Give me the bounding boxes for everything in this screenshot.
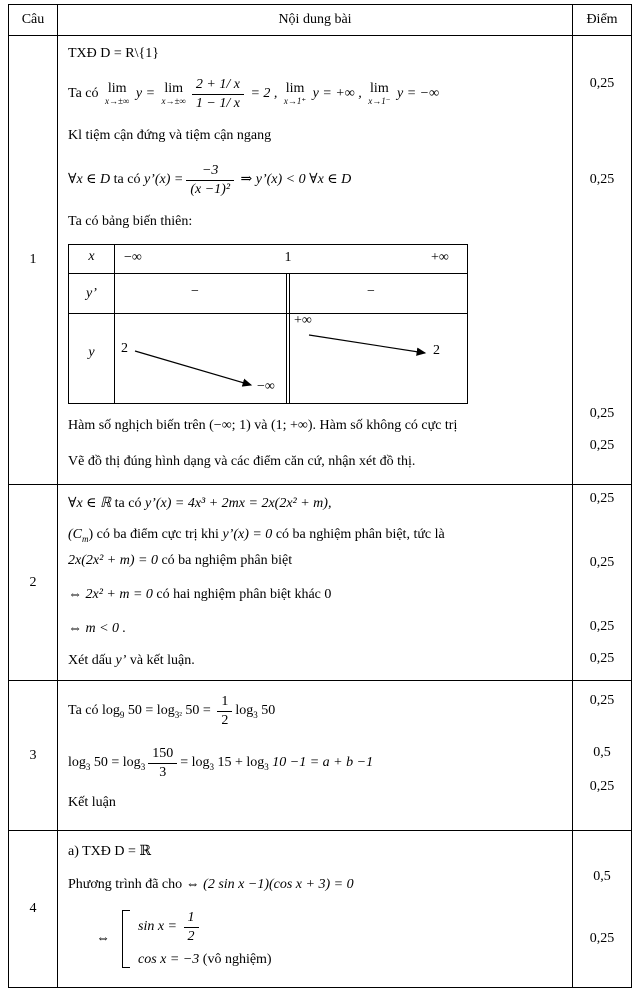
points-value: 0,25 <box>589 779 615 794</box>
limit-subscript: x→1⁺ <box>283 96 307 106</box>
bbt-y-left-value: 2 <box>121 341 128 356</box>
limit-operator: lim <box>107 81 127 96</box>
math-text: ∀x ∈ ℝ <box>68 496 112 511</box>
question-2-content <box>58 485 573 680</box>
line-equation-transform <box>68 877 564 897</box>
math-text: ∀x ∈ D <box>68 172 111 188</box>
fraction-denominator: 2 <box>221 712 229 728</box>
math-text: ⇔ m < 0 . <box>68 621 127 636</box>
text: 50 = log <box>90 755 141 771</box>
bbt-x-minf: −∞ <box>124 250 142 265</box>
fraction-denominator: (x −1)² <box>190 181 231 197</box>
fraction <box>217 693 232 729</box>
text: Ta có bảng biến thiên: <box>68 214 193 229</box>
limit-subscript: x→±∞ <box>161 96 186 106</box>
decreasing-arrow-right <box>309 335 425 353</box>
text: có ba nghiệm phân biệt <box>157 553 293 568</box>
text: có ba nghiệm phân biệt, tức là <box>272 527 445 542</box>
line-limits <box>68 76 564 112</box>
fraction-numerator: 2 + 1/ x <box>192 76 244 95</box>
points-value: 0,5 <box>593 745 611 760</box>
line-derivative-q2 <box>68 495 564 515</box>
cases-list <box>138 909 272 968</box>
text: 50 = log <box>124 703 175 719</box>
cases-bracket <box>122 910 130 968</box>
table-header <box>9 5 631 36</box>
math-text: ⇒ y’(x) < 0 ∀x ∈ D <box>237 172 352 188</box>
text: Kl tiệm cận đứng và tiệm cận ngang <box>68 128 272 143</box>
math-text: y’(x) = 4x³ + 2mx = 2x(2x² + m), <box>144 496 332 511</box>
bbt-y-right-value: 2 <box>433 343 440 358</box>
header-noi-dung: Nội dung bài <box>58 5 573 35</box>
points-value: 0,5 <box>593 869 611 884</box>
log-base: 3 <box>85 762 91 773</box>
case-sin <box>138 909 272 945</box>
fraction-numerator: 150 <box>148 745 177 764</box>
math-text: 2x(2x² + m) = 0 <box>68 553 158 568</box>
limit-block <box>368 82 390 106</box>
text: TXĐ D = R\{1} <box>68 46 159 61</box>
limit-subscript: x→±∞ <box>105 96 130 106</box>
fraction-numerator: −3 <box>186 162 234 181</box>
line-variation-caption <box>68 214 564 234</box>
line-domain <box>68 46 564 66</box>
math-text: 10 −1 = a + b −1 <box>268 755 374 771</box>
question-4-number: 4 <box>9 831 58 987</box>
math-text: y = +∞ , <box>309 86 366 102</box>
line-equivalent-condition <box>68 587 564 607</box>
row-question-4 <box>9 831 631 987</box>
text: ta có <box>110 172 144 188</box>
row-question-2 <box>9 485 631 681</box>
question-2-points <box>573 485 631 680</box>
subscript: m <box>82 533 89 544</box>
fraction <box>192 76 244 112</box>
math-text: cos x = −3 <box>138 952 203 967</box>
text: Ta có <box>68 86 103 102</box>
log-base: 3 <box>253 710 258 721</box>
line-domain-q4 <box>68 843 564 863</box>
question-2-number: 2 <box>9 485 58 680</box>
text: a) TXĐ D = ℝ <box>68 844 152 859</box>
math-text: = 2 , <box>246 86 281 102</box>
question-3-number: 3 <box>9 681 58 830</box>
line-log-identity-2 <box>68 745 564 781</box>
row-question-3 <box>9 681 631 831</box>
points-value: 0,25 <box>589 693 615 708</box>
text: 50 <box>257 703 276 719</box>
line-sign-conclusion <box>68 653 564 673</box>
text: Ta có <box>68 703 103 719</box>
bbt-y-minf: −∞ <box>257 379 275 394</box>
fraction-numerator: 1 <box>184 909 199 928</box>
points-value: 0,25 <box>589 651 615 666</box>
points-value: 0,25 <box>589 619 615 634</box>
limit-subscript: x→1⁻ <box>368 96 391 106</box>
text: ) có ba điểm cực trị khi <box>88 527 223 542</box>
line-log-identity-1 <box>68 693 564 729</box>
line-m-condition <box>68 621 564 641</box>
question-3-points <box>573 681 631 830</box>
fraction-denominator: 1 − 1/ x <box>195 95 240 111</box>
text: ta có <box>111 496 145 511</box>
limit-block <box>162 82 186 106</box>
text: 50 = <box>181 703 215 719</box>
variation-table <box>68 244 468 404</box>
line-monotonic-conclusion <box>68 418 564 438</box>
points-value: 0,25 <box>589 172 615 187</box>
text: (vô nghiệm) <box>202 952 272 967</box>
points-value: 0,25 <box>589 406 615 421</box>
points-value: 0,25 <box>589 555 615 570</box>
bbt-sign-left: − <box>191 284 199 299</box>
log-base: 3 <box>264 762 269 773</box>
line-derivative <box>68 162 564 198</box>
limit-operator: lim <box>285 81 305 96</box>
points-value: 0,25 <box>589 491 615 506</box>
text: Kết luận <box>68 795 116 810</box>
variation-divider-h1 <box>69 273 467 274</box>
header-diem: Điểm <box>586 12 618 27</box>
points-value: 0,25 <box>589 438 615 453</box>
math-text: y’(x) = <box>143 172 184 188</box>
math-text: ⇔ 2x² + m = 0 <box>68 587 153 602</box>
fraction <box>148 745 177 781</box>
math-text: y’(x) = 0 <box>222 527 273 542</box>
bbt-x-pinf: +∞ <box>431 250 449 265</box>
asymptote-double-line <box>286 273 290 403</box>
question-4-points <box>573 831 631 987</box>
line-extrema-condition <box>68 527 564 547</box>
math-text: sin x = <box>138 919 181 935</box>
points-value: 0,25 <box>589 76 615 91</box>
case-cos <box>138 952 272 968</box>
line-solution-cases <box>96 909 564 968</box>
question-1-number: 1 <box>9 36 58 484</box>
question-4-content <box>58 831 573 987</box>
line-graph-note <box>68 454 564 474</box>
equivalence-arrow: ⇔ <box>96 930 110 946</box>
fraction-denominator: 2 <box>187 928 195 944</box>
log-operator: log <box>235 703 254 719</box>
log-base: 3 <box>209 762 214 773</box>
fraction-numerator: 1 <box>217 693 232 712</box>
limit-block <box>284 82 306 106</box>
line-roots-condition <box>68 553 564 573</box>
text: có hai nghiệm phân biệt khác 0 <box>152 587 332 602</box>
fraction <box>186 162 234 198</box>
text: Vẽ đồ thị đúng hình dạng và các điểm căn cứ, nhận xét đồ thị. <box>68 454 416 469</box>
row-question-1 <box>9 36 631 485</box>
points-value: 0,25 <box>589 931 615 946</box>
variation-divider-h2 <box>69 313 467 314</box>
text: và kết luận. <box>126 653 195 668</box>
text: Phương trình đã cho ⇔ <box>68 877 204 892</box>
bbt-x-one: 1 <box>284 250 292 265</box>
bbt-y-label: y <box>88 345 95 360</box>
header-cau: Câu <box>9 5 58 35</box>
bbt-y-pinf: +∞ <box>294 313 312 328</box>
limit-block <box>105 82 129 106</box>
log-base: 3² <box>174 710 182 721</box>
text: Xét dấu <box>68 653 116 668</box>
answer-key-table <box>8 4 632 988</box>
text: Hàm số nghịch biến trên (−∞; 1) và (1; +∞). Hàm số không có cực trị <box>68 418 458 433</box>
question-1-points <box>573 36 631 484</box>
log-base: 3 <box>140 762 146 773</box>
math-text: y’ <box>115 653 127 668</box>
line-asymptote-conclusion <box>68 128 564 148</box>
math-text: (2 sin x −1)(cos x + 3) = 0 <box>203 877 354 892</box>
log-operator: log <box>68 755 86 771</box>
limit-operator: lim <box>164 81 184 96</box>
text: = log <box>180 755 210 771</box>
log-base: 9 <box>119 710 125 721</box>
bbt-yprime-label: y’ <box>86 286 97 301</box>
bbt-x-label: x <box>88 249 95 264</box>
question-1-content <box>58 36 573 484</box>
fraction-denominator: 3 <box>159 764 167 780</box>
line-conclusion-q3 <box>68 795 564 815</box>
decreasing-arrow-left <box>135 351 251 385</box>
fraction <box>184 909 199 945</box>
math-text: y = <box>132 86 159 102</box>
bbt-sign-right: − <box>367 284 375 299</box>
variation-divider-v <box>114 245 115 403</box>
math-text: y = −∞ <box>393 86 440 102</box>
text: 15 + log <box>213 755 265 771</box>
limit-operator: lim <box>370 81 389 96</box>
log-operator: log <box>102 703 120 719</box>
math-text: (C <box>68 527 82 542</box>
question-3-content <box>58 681 573 830</box>
